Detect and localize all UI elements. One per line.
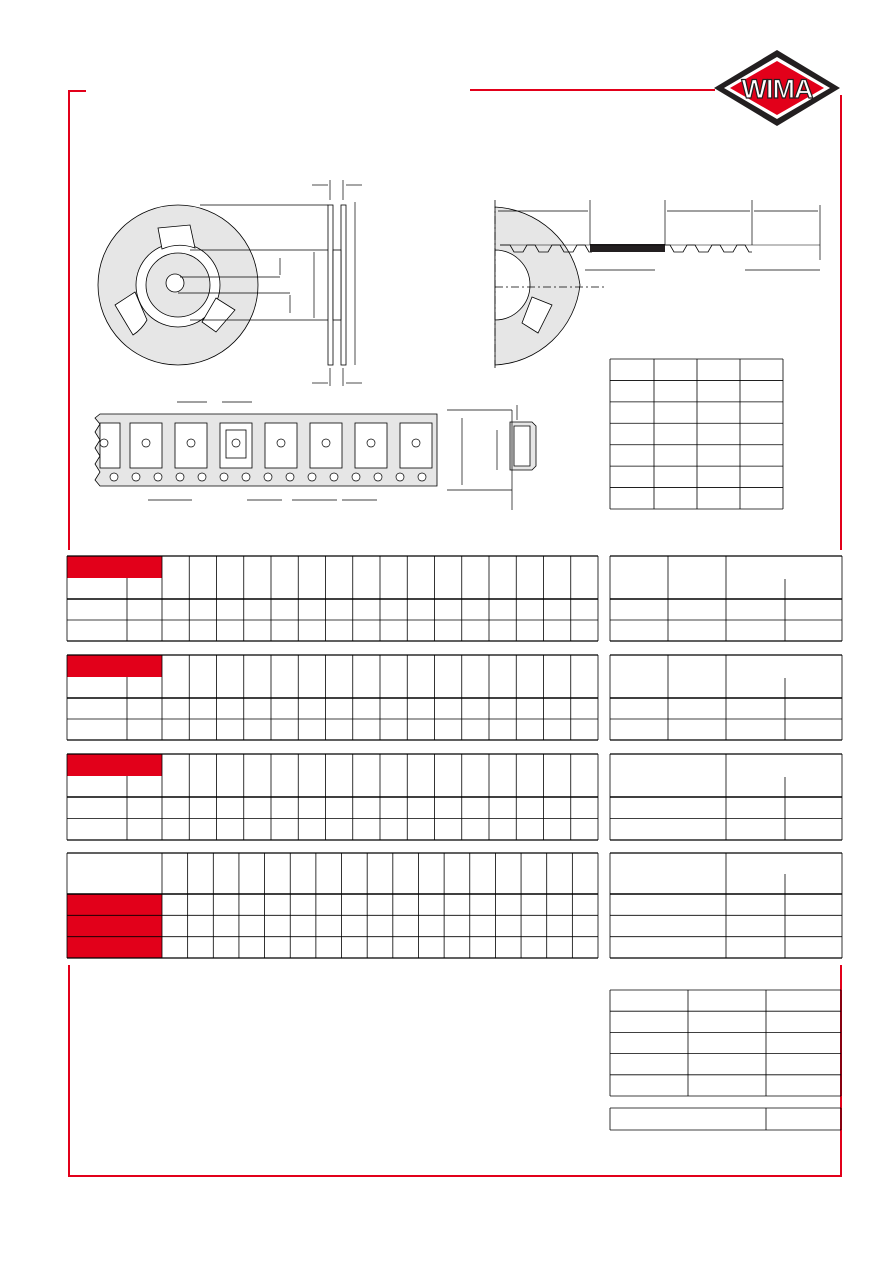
packing-total-table — [610, 1108, 841, 1130]
spec-table-4 — [67, 853, 598, 958]
red-row-cell — [67, 894, 162, 915]
spec-table-2 — [67, 655, 598, 740]
frame-top-right — [470, 89, 715, 91]
frame-bottom — [68, 1175, 842, 1177]
red-row-cell — [67, 937, 162, 958]
side-table-2 — [610, 655, 842, 740]
red-header-cell — [67, 556, 162, 578]
side-table-3 — [610, 754, 842, 840]
reel-legend-table — [610, 359, 783, 509]
reel-front-diagram — [90, 180, 380, 380]
side-table-1 — [610, 556, 842, 641]
frame-left-lower — [68, 965, 70, 1177]
carrier-tape-diagram — [92, 390, 562, 515]
red-row-cell — [67, 915, 162, 936]
logo-text: WIMA — [741, 74, 813, 104]
frame-top-left — [68, 90, 86, 92]
red-header-cell — [67, 754, 162, 776]
tape-direction-diagram — [490, 195, 830, 370]
red-header-cell — [67, 655, 162, 677]
wima-logo — [712, 48, 842, 128]
frame-left-upper — [68, 90, 70, 550]
spec-table-1 — [67, 556, 598, 641]
side-table-4 — [610, 853, 842, 958]
packing-table — [610, 990, 841, 1096]
spec-table-3 — [67, 754, 598, 840]
frame-right-upper — [840, 95, 842, 550]
